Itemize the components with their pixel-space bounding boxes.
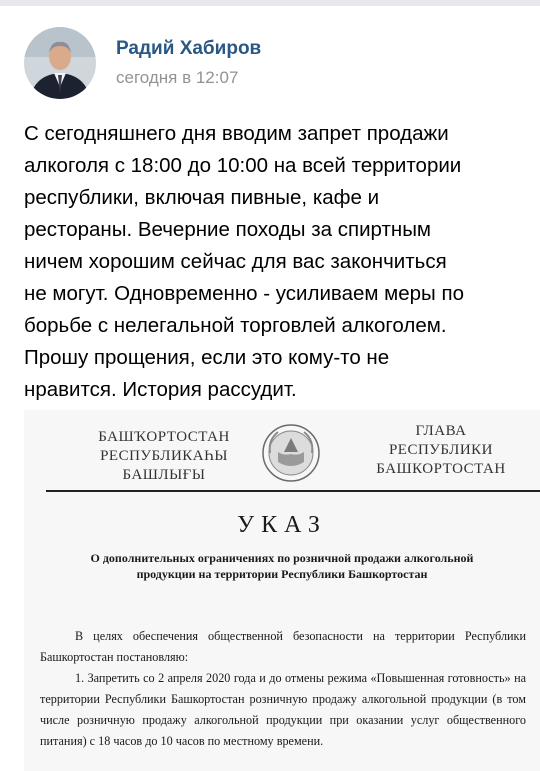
header-left-line: РЕСПУБЛИКАҺЫ — [100, 448, 228, 464]
post-text — [24, 118, 524, 406]
header-left-line: БАШҠОРТОСТАН — [98, 429, 230, 445]
header-left-line: БАШЛЫҒЫ — [122, 467, 206, 483]
post-line: нравится. История рассудит. — [24, 378, 297, 401]
post-line: не могут. Одновременно - усиливаем меры по — [24, 282, 464, 305]
subtitle-line: продукции на территории Республики Башкортостан — [136, 567, 428, 581]
post-line: С сегодняшнего дня вводим запрет продажи — [24, 122, 449, 145]
document-header-right — [356, 422, 526, 479]
document-title: УКАЗ — [237, 512, 327, 538]
post-line: алкоголя с 18:00 до 10:00 на всей территории — [24, 154, 462, 177]
post-line: Прошу прощения, если это кому-то не — [24, 346, 390, 369]
document-subtitle — [44, 550, 520, 582]
header-right-line: ГЛАВА — [415, 423, 467, 439]
post-line: ничем хорошим сейчас для вас закончиться — [24, 250, 447, 273]
post-line: борьбе с нелегальной торговлей алкоголем. — [24, 314, 447, 337]
header-right-line: БАШКОРТОСТАН — [376, 461, 506, 477]
document-divider — [46, 490, 540, 492]
avatar[interactable] — [24, 27, 96, 99]
document-paragraph: 1. Запретить со 2 апреля 2020 года и до отмены режима «Повышенная готовность» на территории Республики Башкортостан розничную продажу алкогольной продукции (в том числе розничную продажу алкогольной продукции при оказании услуг общественного питания) с 18 часов до 10 часов по местному времени. — [40, 671, 526, 748]
post-line: республики, включая пивные, кафе и — [24, 186, 380, 209]
top-bar — [0, 0, 540, 6]
post-time[interactable]: сегодня в 12:07 — [116, 68, 239, 87]
user-avatar-icon — [24, 27, 96, 99]
document-header-left — [84, 428, 244, 485]
post-line: рестораны. Вечерние походы за спиртным — [24, 218, 432, 241]
header-right-line: РЕСПУБЛИКИ — [388, 442, 494, 458]
post-author[interactable]: Радий Хабиров — [116, 38, 262, 59]
attached-document-image[interactable] — [24, 410, 540, 771]
document-paragraph: В целях обеспечения общественной безопасности на территории Республики Башкортостан постановляю: — [40, 629, 526, 664]
bashkortostan-emblem-icon — [260, 422, 322, 489]
subtitle-line: О дополнительных ограничениях по розничной продажи алкогольной — [90, 551, 474, 565]
document-body — [40, 626, 526, 752]
